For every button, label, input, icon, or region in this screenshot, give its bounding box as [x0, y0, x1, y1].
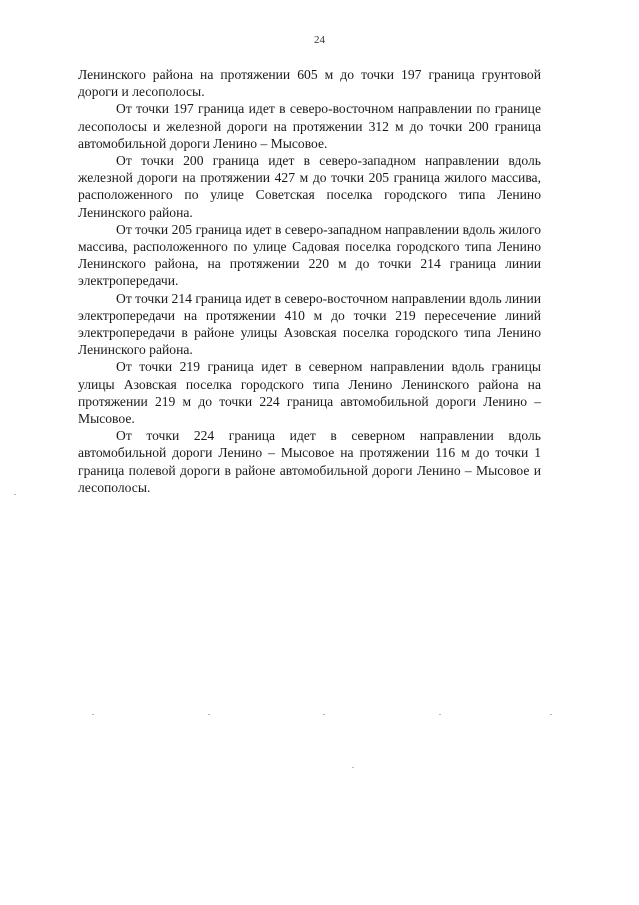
scan-speck — [323, 714, 325, 715]
scan-speck — [439, 714, 441, 715]
paragraph-6: От точки 219 граница идет в северном направлении вдоль границы улицы Азовская поселка городского типа Ленино Ленинского района на протяжении 219 м до точки 224 граница автомобильной дороги Ленино – Мысовое. — [78, 359, 541, 427]
paragraph-7: От точки 224 граница идет в северном направлении вдоль автомобильной дороги Ленино – Мысовое на протяжении 116 м до точки 1 граница полевой дороги в районе автомобильной дороги Ленино – Мысовое и лесополосы. — [78, 428, 541, 495]
document-body — [78, 66, 541, 496]
scan-speck — [550, 714, 552, 715]
scan-speck — [208, 714, 210, 715]
scan-speck — [92, 714, 94, 715]
paragraph-3: От точки 200 граница идет в северо-западном направлении вдоль железной дороги на протяжении 427 м до точки 205 граница жилого массива, расположенного по улице Советская поселка городского типа Ленино Ленинского района. — [78, 153, 541, 220]
page-number: 24 — [314, 34, 325, 46]
paragraph-4: От точки 205 граница идет в северо-западном направлении вдоль жилого массива, расположенного по улице Садовая поселка городского типа Ленино Ленинского района, на протяжении 220 м до точки 214 граница линии электропередачи. — [78, 221, 541, 289]
paragraph-5: От точки 214 граница идет в северо-восточном направлении вдоль линии электропередачи на протяжении 410 м до точки 219 пересечение линий электропередачи в районе улицы Азовская поселка городского типа Ленино Ленинского района. — [78, 290, 541, 358]
scan-speck — [352, 767, 354, 768]
paragraph-2: От точки 197 граница идет в северо-восточном направлении по границе лесополосы и железной дороги на протяжении 312 м до точки 200 граница автомобильной дороги Ленино – Мысовое. — [78, 101, 541, 151]
paragraph-1: Ленинского района на протяжении 605 м до точки 197 граница грунтовой дороги и лесополосы. — [78, 67, 541, 100]
scan-speck — [14, 494, 16, 495]
